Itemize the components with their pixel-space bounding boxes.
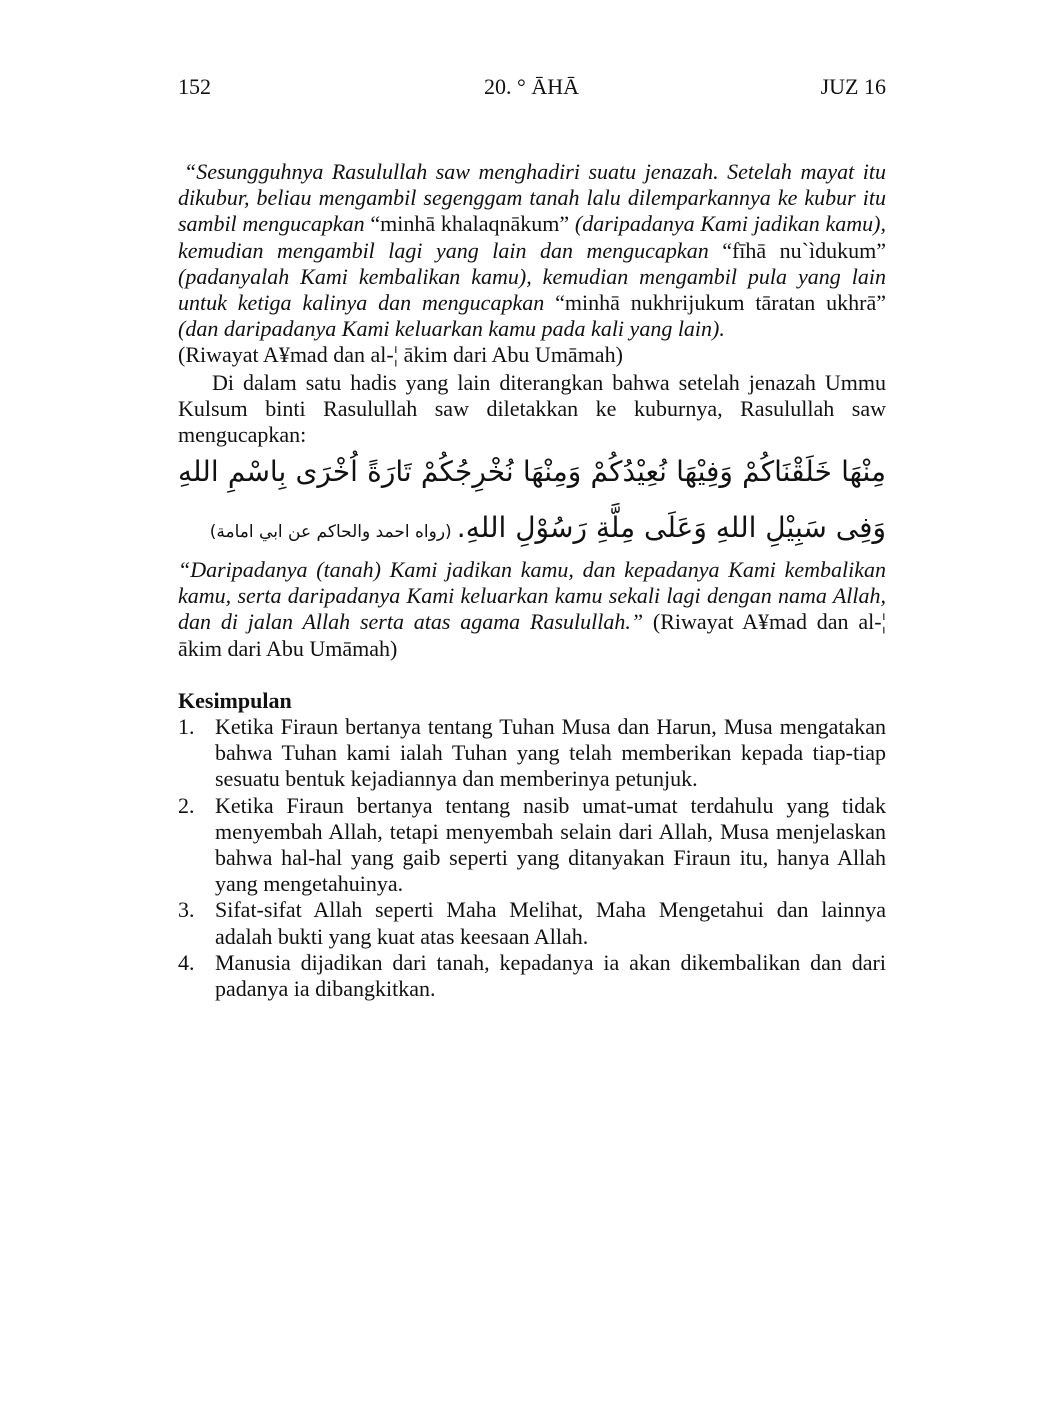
- hadith-quote-part: (daripadanya Kami jadikan kamu), kemudian mengambil lagi yang lain dan mengucapkan: [178, 211, 886, 263]
- hadith-quote-part: (dan daripadanya Kami keluarkan kamu pada kali yang lain).: [178, 316, 725, 342]
- item-text: Sifat-sifat Allah seperti Maha Melihat, Maha Mengetahui dan lainnya adalah bukti yang kuat atas keesaan Allah.: [215, 897, 886, 949]
- transliteration: “minhā nukhrijukum tāratan ukhrā”: [555, 290, 886, 316]
- item-number: 3.: [178, 897, 195, 923]
- conclusion-list: [178, 714, 886, 1002]
- item-number: 4.: [178, 949, 195, 975]
- transliteration: “minhā khalaqnākum”: [370, 211, 570, 237]
- arabic-hadith: مِنْهَا خَلَقْنَاكُمْ وَفِيْهَا نُعِيْدُكُمْ وَمِنْهَا نُخْرِجُكُمْ تَارَةً اُخْرَى بِاسْمِ اللهِ وَفِى سَبِيْلِ اللهِ وَعَلَى مِلَّةِ رَسُوْلِ اللهِ.: [178, 455, 886, 544]
- hadith-quote-part: “Sesungguhnya Rasulullah saw menghadiri suatu jenazah. Setelah mayat itu dikubur, beliau mengambil segenggam tanah lalu dilemparkannya ke kubur itu sambil mengucapkan: [178, 159, 886, 237]
- hadith-quote-paragraph: [178, 159, 886, 369]
- item-number: 1.: [178, 714, 195, 739]
- item-text: Ketika Firaun bertanya tentang Tuhan Musa dan Harun, Musa mengatakan bahwa Tuhan kami ialah Tuhan yang telah memberikan kepada tiap-tiap sesuatu bentuk kejadiannya dan memberinya petunjuk.: [215, 714, 886, 792]
- item-number: 2.: [178, 792, 195, 818]
- arabic-riwayat: (رواه احمد والحاكم عن ابي امامة): [209, 522, 452, 542]
- item-text: Manusia dijadikan dari tanah, kepadanya ia akan dikembalikan dan dari padanya ia dibangkitkan.: [215, 949, 886, 1002]
- running-header-juz: JUZ 16: [820, 74, 886, 99]
- list-item: [178, 897, 886, 949]
- arabic-hadith-text: [178, 444, 886, 556]
- list-item: [178, 950, 886, 1002]
- translation-text: “Daripadanya (tanah) Kami jadikan kamu, dan kepadanya Kami kembalikan kamu, serta daripadanya Kami keluarkan kamu sekali lagi dengan nama Allah, dan di jalan Allah serta atas agama Rasulullah.”: [178, 557, 886, 635]
- transliteration: “fīhā nu`ìdukum”: [722, 237, 886, 263]
- running-header-surah: 20. ° ĀHĀ: [484, 74, 579, 99]
- item-text: Ketika Firaun bertanya tentang nasib umat-umat terdahulu yang tidak menyembah Allah, tetapi menyembah selain dari Allah, Musa menjelaskan bahwa hal-hal yang gaib seperti yang ditanyakan Firaun itu, hanya Allah yang mengetahuinya.: [215, 792, 886, 897]
- hadith-source: (Riwayat A¥mad dan al-¦ ākim dari Abu Umāmah): [178, 342, 623, 368]
- intro-paragraph: Di dalam satu hadis yang lain diterangkan bahwa setelah jenazah Ummu Kulsum binti Rasulullah saw diletakkan ke kuburnya, Rasulullah saw mengucapkan:: [178, 370, 886, 448]
- translation-source: (Riwayat A¥mad dan al-¦ ākim dari Abu Umāmah): [178, 609, 886, 661]
- translation-paragraph: [178, 557, 886, 662]
- conclusion-heading: Kesimpulan: [178, 688, 292, 713]
- hadith-quote-part: (padanyalah Kami kembalikan kamu), kemudian mengambil pula yang lain untuk ketiga kalinya dan mengucapkan: [178, 263, 886, 316]
- page-number: 152: [178, 74, 211, 99]
- list-item: [178, 714, 886, 793]
- list-item: [178, 793, 886, 898]
